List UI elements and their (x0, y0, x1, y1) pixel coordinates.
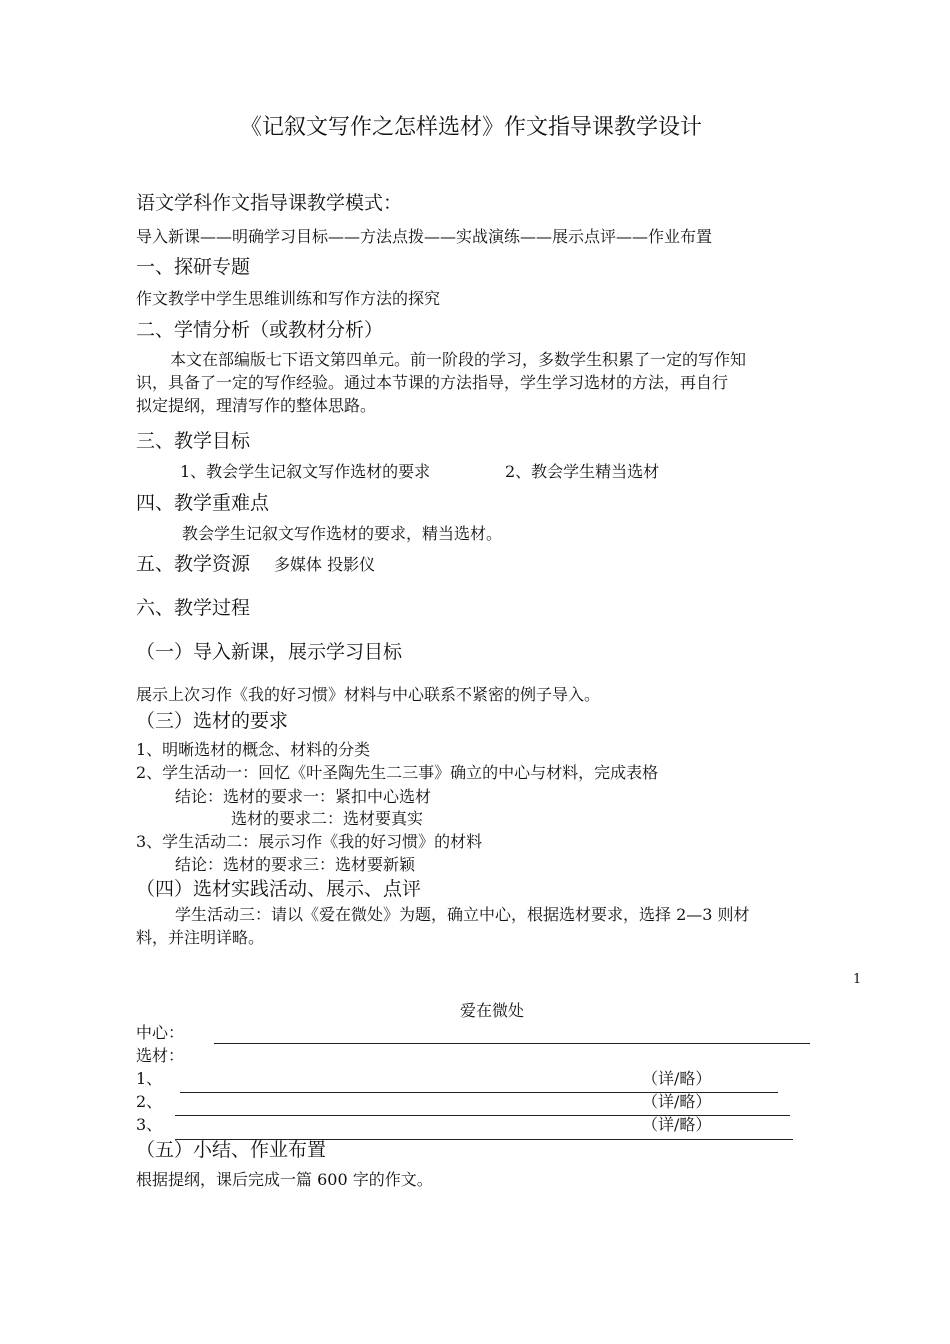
document-title: 《记叙文写作之怎样选材》作文指导课教学设计 (240, 115, 703, 140)
section2-heading: 二、学情分析（或教材分析） (136, 319, 384, 341)
part5-heading: （五）小结、作业布置 (136, 1139, 327, 1161)
part3-heading: （三）选材的要求 (136, 710, 289, 732)
part3-line: 2、学生活动一：回忆《叶圣陶先生二三事》确立的中心与材料，完成表格 (136, 763, 659, 782)
section4-body: 教会学生记叙文写作选材的要求，精当选材。 (182, 524, 503, 543)
section3-heading: 三、教学目标 (136, 430, 251, 452)
part3-line: 3、学生活动二：展示习作《我的好习惯》的材料 (136, 832, 483, 851)
material-label: 选材： (136, 1046, 185, 1065)
teaching-resources: 多媒体 投影仪 (274, 555, 376, 574)
part3-line: 结论：选材的要求一：紧扣中心选材 (175, 787, 432, 806)
material-item-number: 3、 (136, 1115, 163, 1134)
section2-line: 拟定提纲，理清写作的整体思路。 (136, 396, 377, 415)
mode-steps: 导入新课——明确学习目标——方法点拨——实战演练——展示点评——作业布置 (136, 227, 713, 246)
section1-body: 作文教学中学生思维训练和写作方法的探究 (136, 289, 441, 308)
section4-heading: 四、教学重难点 (136, 492, 270, 514)
part4-heading: （四）选材实践活动、展示、点评 (136, 878, 422, 900)
page-number: 1 (853, 972, 862, 987)
worksheet-title: 爱在微处 (460, 1001, 525, 1020)
goal-item: 1、教会学生记叙文写作选材的要求 (180, 462, 431, 481)
part3-line: 选材的要求二：选材要真实 (231, 809, 424, 828)
center-blank-line (214, 1043, 810, 1044)
center-label: 中心： (136, 1023, 185, 1042)
detail-note: （详/略） (642, 1069, 712, 1088)
part3-line: 1、明晰选材的概念、材料的分类 (136, 740, 371, 759)
part1-heading: （一）导入新课，展示学习目标 (136, 641, 403, 663)
part3-line: 结论：选材的要求三：选材要新颖 (175, 855, 416, 874)
detail-note: （详/略） (642, 1092, 712, 1111)
section6-heading: 六、教学过程 (136, 597, 251, 619)
section5-heading: 五、教学资源 (136, 553, 251, 575)
material-blank-line (175, 1139, 793, 1140)
part1-body: 展示上次习作《我的好习惯》材料与中心联系不紧密的例子导入。 (136, 685, 601, 704)
section2-line: 识，具备了一定的写作经验。通过本节课的方法指导，学生学习选材的方法，再自行 (136, 373, 729, 392)
material-item-number: 2、 (136, 1092, 163, 1111)
part5-body: 根据提纲，课后完成一篇 600 字的作文。 (136, 1170, 433, 1189)
section1-heading: 一、探研专题 (136, 256, 251, 278)
part4-line: 料，并注明详略。 (136, 928, 265, 947)
detail-note: （详/略） (642, 1115, 712, 1134)
part4-line: 学生活动三：请以《爱在微处》为题，确立中心，根据选材要求，选择 2—3 则材 (175, 905, 750, 924)
goal-item: 2、教会学生精当选材 (505, 462, 660, 481)
section2-line: 本文在部编版七下语文第四单元。前一阶段的学习，多数学生积累了一定的写作知 (170, 350, 747, 369)
mode-heading: 语文学科作文指导课教学模式： (136, 192, 403, 214)
material-item-number: 1、 (136, 1069, 163, 1088)
